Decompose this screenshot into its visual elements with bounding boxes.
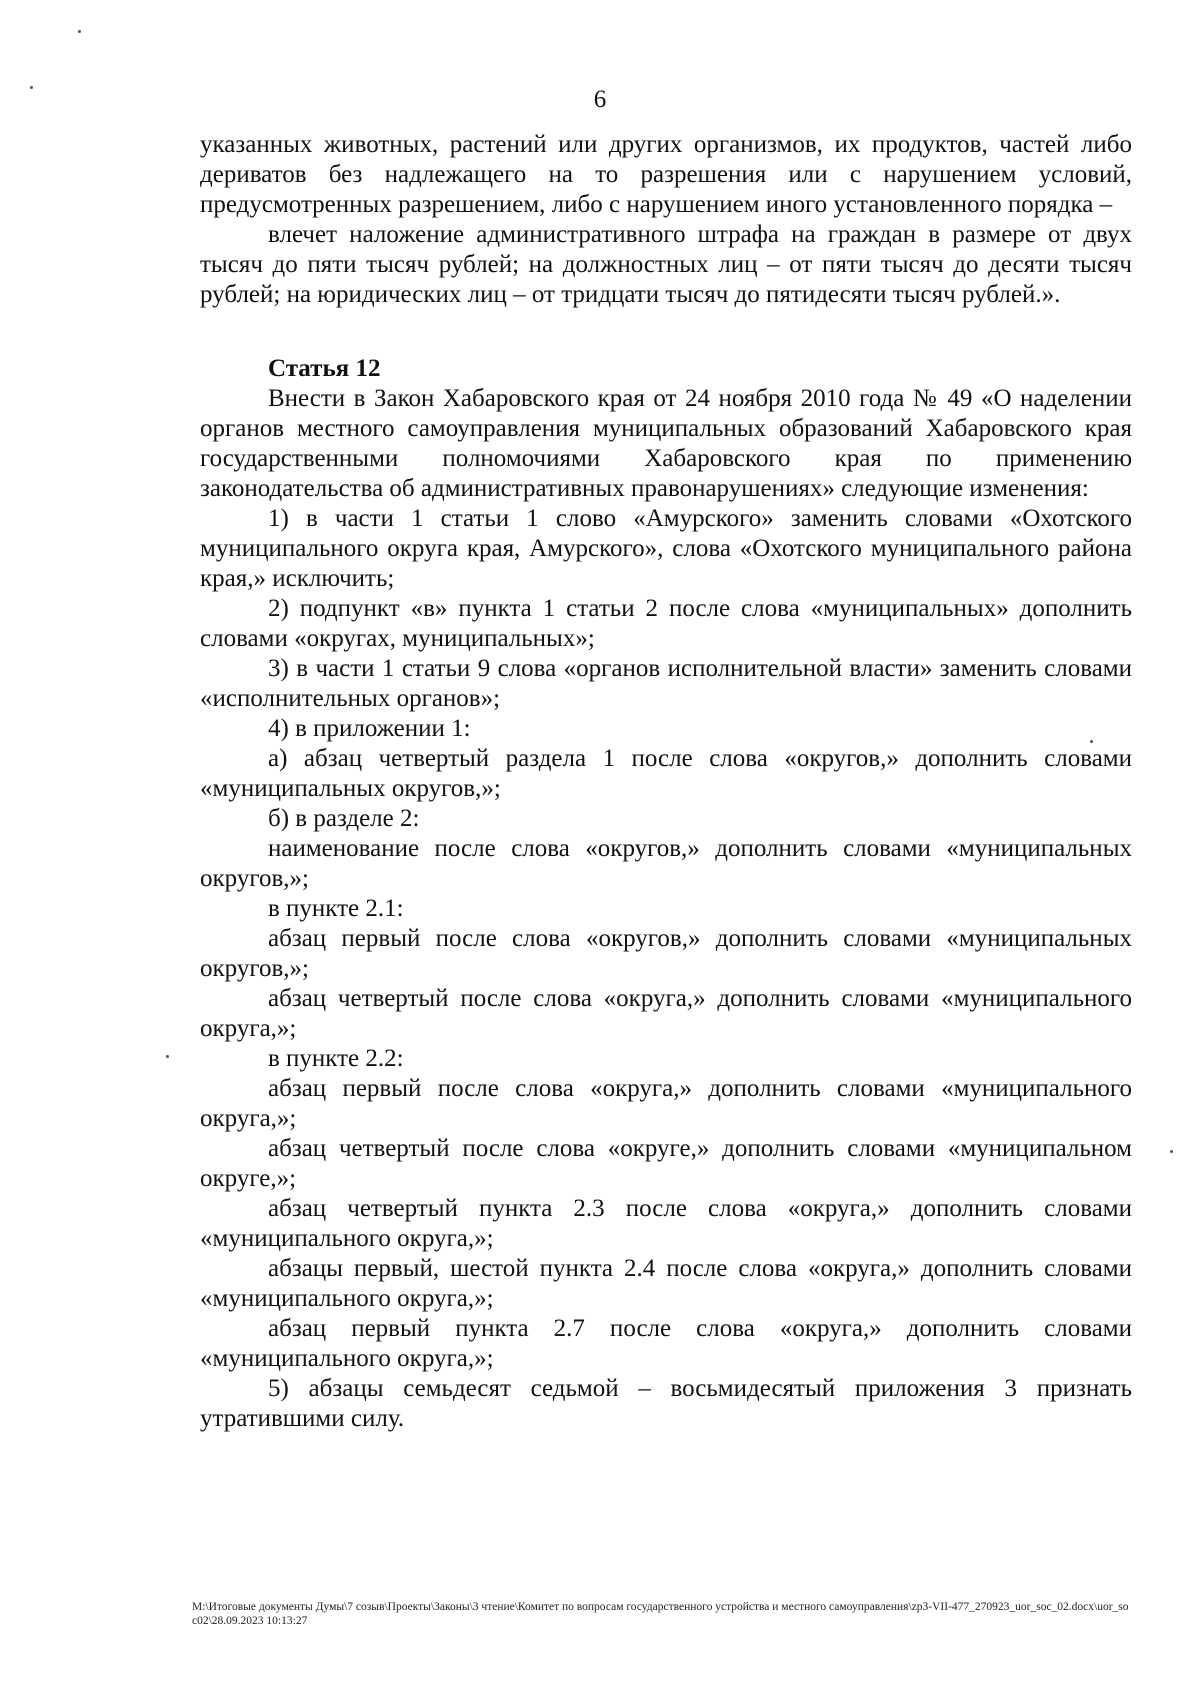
scan-speck	[30, 86, 33, 89]
page-number: 6	[593, 86, 607, 113]
article-paragraph: Внести в Закон Хабаровского края от 24 ноября 2010 года № 49 «О наделении органов местного самоуправления муниципальных образований Хабаровского края государственными полномочиями Хабаровского края по применению законодательства об административных правонарушениях» следующие изменения:	[200, 385, 1132, 502]
article-paragraph: абзац первый после слова «округов,» дополнить словами «муниципальных округов,»;	[200, 925, 1132, 982]
article-paragraph: абзац четвертый после слова «округа,» дополнить словами «муниципального округа,»;	[200, 985, 1132, 1042]
scan-speck	[1090, 740, 1093, 743]
article-paragraph: 1) в части 1 статьи 1 слово «Амурского» заменить словами «Охотского муниципального округа края, Амурского», слова «Охотского муниципального района края,» исключить;	[200, 505, 1132, 592]
article-paragraph: абзацы первый, шестой пункта 2.4 после слова «округа,» дополнить словами «муниципального округа,»;	[200, 1255, 1132, 1312]
article-paragraph: 3) в части 1 статьи 9 слова «органов исполнительной власти» заменить словами «исполнительных органов»;	[200, 655, 1132, 712]
paragraph: указанных животных, растений или других организмов, их продуктов, частей либо дериватов без надлежащего на то разрешения или с нарушением условий, предусмотренных разрешением, либо с нарушением иного установленного порядка –	[200, 131, 1132, 218]
article-paragraph: абзац первый после слова «округа,» дополнить словами «муниципального округа,»;	[200, 1075, 1132, 1132]
article-paragraph: 4) в приложении 1:	[268, 715, 471, 742]
article-title: Статья 12	[268, 355, 381, 382]
article-paragraph: в пункте 2.2:	[268, 1045, 404, 1072]
document-body	[200, 130, 1132, 1434]
paragraph: влечет наложение административного штрафа на граждан в размере от двух тысяч до пяти тысяч рублей; на должностных лиц – от пяти тысяч до десяти тысяч рублей; на юридических лиц – от тридцати тысяч до пятидесяти тысяч рублей.».	[200, 221, 1132, 308]
article-paragraph: 2) подпункт «в» пункта 1 статьи 2 после слова «муниципальных» дополнить словами «округах, муниципальных»;	[200, 595, 1132, 652]
article-paragraph: абзац четвертый после слова «округе,» дополнить словами «муниципальном округе,»;	[200, 1135, 1132, 1192]
article-paragraph: б) в разделе 2:	[268, 805, 420, 832]
scan-speck	[166, 1055, 169, 1058]
article-paragraph: 5) абзацы семьдесят седьмой – восьмидесятый приложения 3 признать утратившими силу.	[200, 1375, 1132, 1432]
article-paragraph: абзац первый пункта 2.7 после слова «округа,» дополнить словами «муниципального округа,»;	[200, 1315, 1132, 1372]
article-paragraph: абзац четвертый пункта 2.3 после слова «округа,» дополнить словами «муниципального округа,»;	[200, 1195, 1132, 1252]
footer-file-path: M:\Итоговые документы Думы\7 созыв\Проекты\Законы\3 чтение\Комитет по вопросам государственного устройства и местного самоуправления\zp3-VII-477_270923_uor_soc_02.docx\uor_soc02\28.09.2023 10:13:27	[192, 1601, 1129, 1627]
article-paragraph: в пункте 2.1:	[268, 895, 404, 922]
article-paragraph: наименование после слова «округов,» дополнить словами «муниципальных округов,»;	[200, 835, 1132, 892]
scan-speck	[1170, 1150, 1173, 1153]
article-paragraph: а) абзац четвертый раздела 1 после слова «округов,» дополнить словами «муниципальных округов,»;	[200, 745, 1132, 802]
scan-speck	[78, 30, 81, 33]
